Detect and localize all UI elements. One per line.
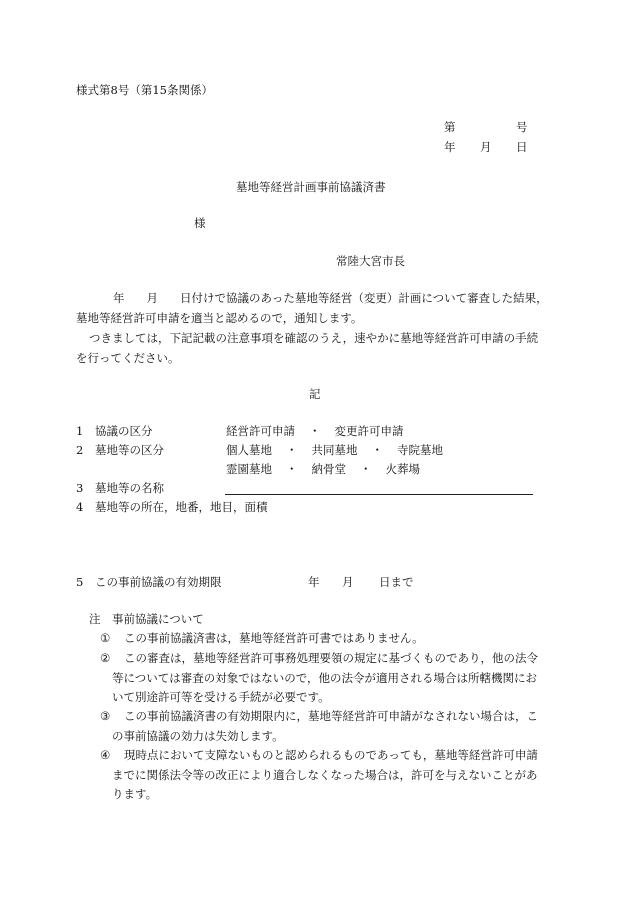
note-3-marker: ③ bbox=[100, 709, 111, 723]
note-2-line-3: いて別途許可等を受ける手続が必要です。 bbox=[112, 690, 330, 704]
item-3-name-underline bbox=[225, 494, 533, 495]
form-number: 様式第8号（第15条関係） bbox=[76, 83, 213, 97]
option-separator: ・ bbox=[371, 443, 383, 457]
item-1-label: 協議の区分 bbox=[95, 424, 153, 438]
body-para2-line-2: を行ってください。 bbox=[76, 351, 180, 365]
note-2-line-2: 等については審査の対象ではないので，他の法令が適用される場合は所轄機関にお bbox=[112, 671, 538, 685]
item-5-label: この事前協議の有効期限 bbox=[95, 575, 222, 589]
option-nokotsudo: 納骨堂 bbox=[311, 462, 346, 476]
option-reien-bochi: 霊園墓地 bbox=[226, 462, 272, 476]
body-para2-line-1: つきましては，下記記載の注意事項を確認のうえ，速やかに墓地等経営許可申請の手続 bbox=[89, 331, 539, 345]
issuer-name: 常陸大宮市長 bbox=[336, 254, 405, 268]
date-month-label: 月 bbox=[480, 140, 492, 154]
note-1-text: この事前協議済書は，墓地等経営許可書ではありません。 bbox=[124, 631, 424, 645]
option-kojin-bochi: 個人墓地 bbox=[226, 443, 272, 457]
option-henko-kyoka: 変更許可申請 bbox=[334, 424, 404, 438]
option-separator: ・ bbox=[286, 462, 298, 476]
body-line-2: 墓地等経営許可申請を適当と認めるので，通知します。 bbox=[76, 311, 363, 325]
ki-heading: 記 bbox=[309, 387, 321, 401]
notes-heading: 注 事前協議について bbox=[89, 612, 204, 626]
item-5-until-label: 日まで bbox=[379, 575, 414, 589]
option-keiei-kyoka: 経営許可申請 bbox=[226, 424, 295, 438]
option-separator: ・ bbox=[360, 462, 372, 476]
body-line-1-text: 日付けで協議のあった墓地等経営（変更）計画について審査した結果， bbox=[180, 291, 548, 305]
note-4-marker: ④ bbox=[100, 748, 111, 762]
note-4-line-1: 現時点において支障ないものと認められるものであっても，墓地等経営許可申請 bbox=[124, 748, 538, 762]
item-2-label: 墓地等の区分 bbox=[95, 443, 164, 457]
item-4-number: 4 bbox=[76, 500, 84, 514]
item-2-options-row-2 bbox=[226, 464, 420, 476]
note-3-line-2: の事前協議の効力は失効します。 bbox=[112, 729, 284, 743]
item-5-number: 5 bbox=[76, 575, 84, 589]
item-5-month-label: 月 bbox=[342, 575, 354, 589]
date-day-label: 日 bbox=[516, 140, 528, 154]
body-month-label: 月 bbox=[146, 291, 158, 305]
note-2-line-1: この審査は，墓地等経営許可事務処理要領の規定に基づくものであり，他の法令 bbox=[124, 651, 538, 665]
number-dai-label: 第 bbox=[444, 120, 456, 134]
option-jiin-bochi: 寺院墓地 bbox=[397, 443, 443, 457]
note-2-marker: ② bbox=[100, 651, 111, 665]
item-4-label: 墓地等の所在，地番，地目，面積 bbox=[95, 500, 268, 514]
item-3-number: 3 bbox=[76, 481, 84, 495]
option-kyodo-bochi: 共同墓地 bbox=[311, 443, 358, 457]
number-go-label: 号 bbox=[516, 120, 528, 134]
item-2-number: 2 bbox=[76, 443, 84, 457]
item-3-label: 墓地等の名称 bbox=[95, 481, 164, 495]
body-year-label: 年 bbox=[113, 291, 125, 305]
item-1-number: 1 bbox=[76, 424, 84, 438]
document-title: 墓地等経営計画事前協議済書 bbox=[236, 180, 386, 194]
note-4-line-3: ります。 bbox=[112, 787, 158, 801]
item-2-options-row-1 bbox=[226, 445, 443, 457]
body-line-1 bbox=[113, 293, 548, 305]
note-3-line-1: この事前協議済書の有効期限内に，墓地等経営許可申請がなされない場合は，こ bbox=[124, 709, 538, 723]
note-1-marker: ① bbox=[100, 631, 111, 645]
note-4-line-2: までに関係法令等の改正により適合しなくなった場合は，許可を与えないことがあ bbox=[112, 768, 538, 782]
addressee-suffix: 様 bbox=[194, 216, 206, 230]
item-1-options bbox=[226, 426, 404, 438]
item-5-year-label: 年 bbox=[308, 575, 320, 589]
option-kasoba: 火葬場 bbox=[385, 462, 420, 476]
option-separator: ・ bbox=[286, 443, 298, 457]
option-separator: ・ bbox=[309, 424, 321, 438]
date-year-label: 年 bbox=[444, 140, 456, 154]
